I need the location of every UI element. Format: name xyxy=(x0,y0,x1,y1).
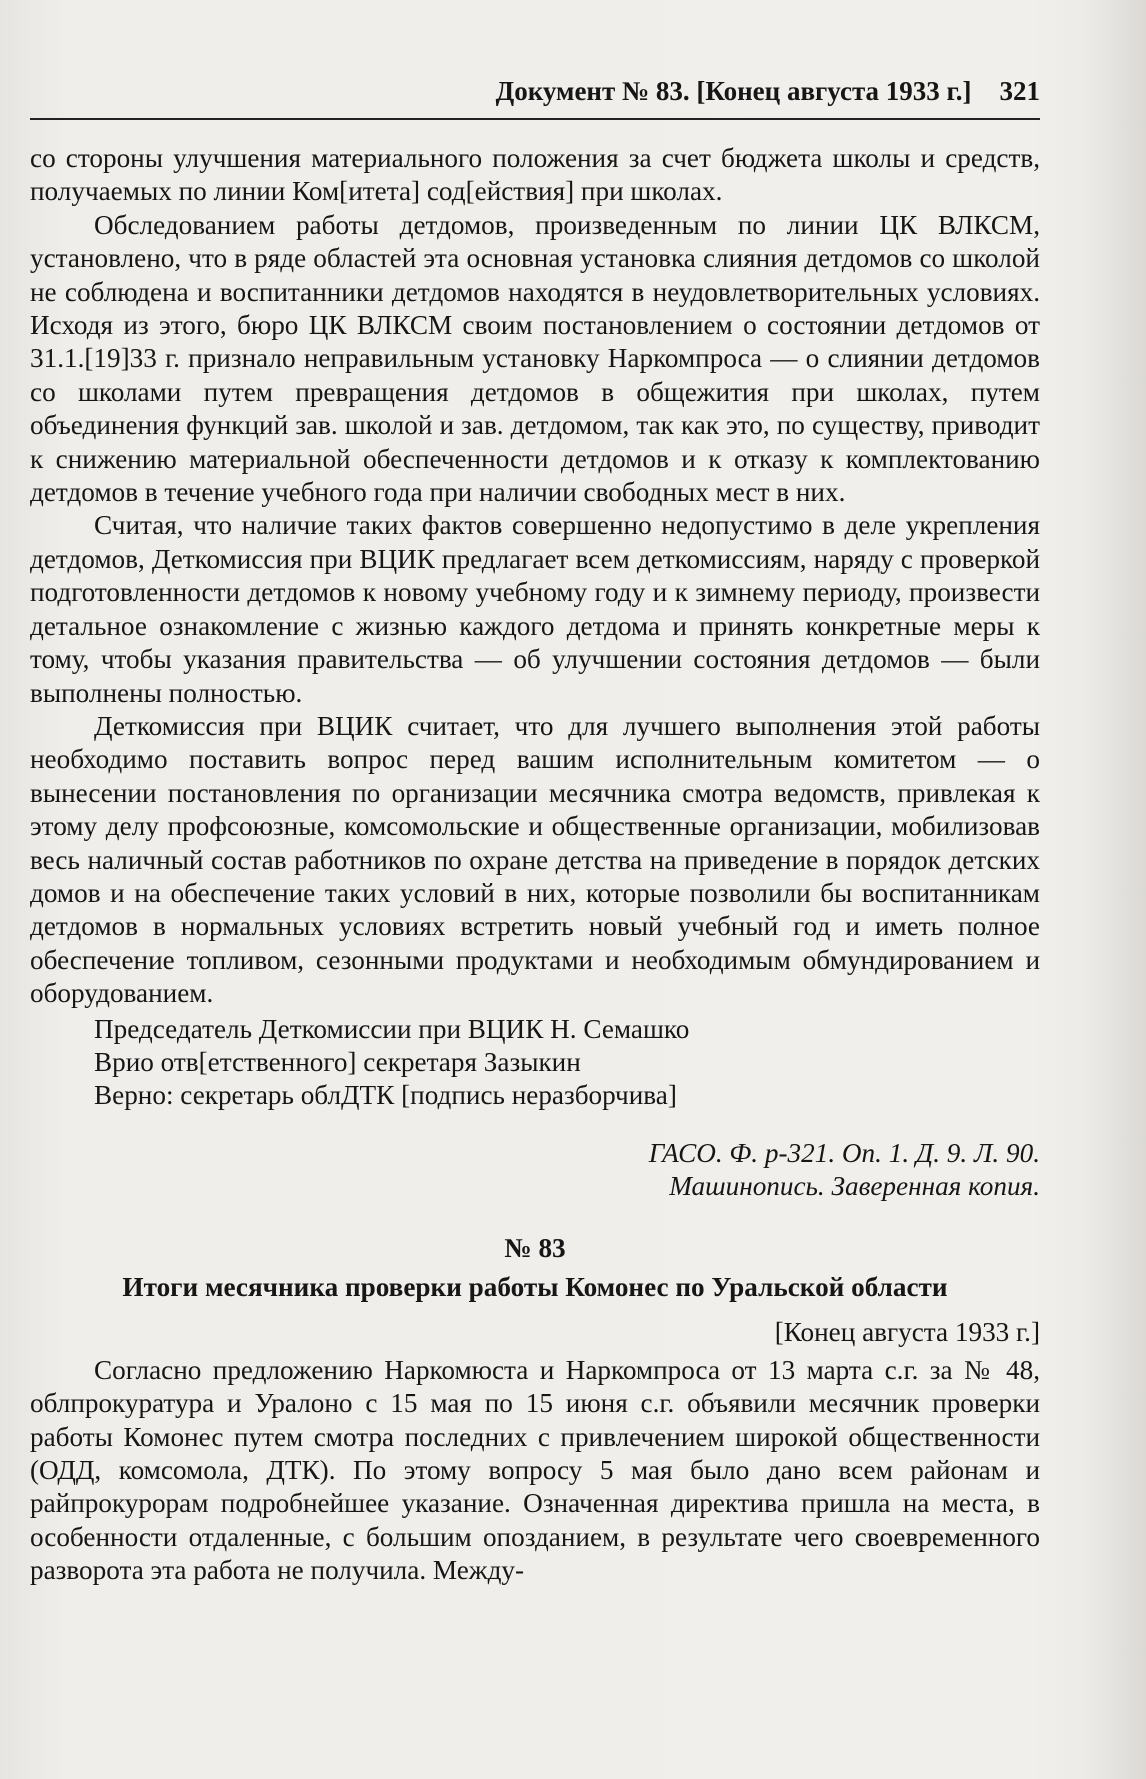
signature-line: Верно: секретарь облДТК [подпись неразборчива] xyxy=(94,1080,677,1111)
running-title: Документ № 83. [Конец августа 1933 г.] xyxy=(495,76,972,106)
paragraph: Обследованием работы детдомов, произведенным по линии ЦК ВЛКСМ, установлено, что в ряде областей эта основная установка слияния детдомов со школой не соблюдена и воспитанники детдомов находятся в неудовлетворительных условиях. Исходя из этого, бюро ЦК ВЛКСМ своим постановлением о состоянии детдомов от 31.1.[19]33 г. признало неправильным установку Наркомпроса — о слиянии детдомов со школами путем превращения детдомов в общежития при школах, путем объединения функций зав. школой и зав. детдомом, так как это, по существу, приводит к снижению материальной обеспеченности детдомов и к отказу к комплектованию детдомов в течение учебного года при наличии свободных мест в них. xyxy=(30,209,1040,508)
archive-note: Машинопись. Заверенная копия. xyxy=(669,1171,1040,1202)
paragraph: Согласно предложению Наркомюста и Наркомпроса от 13 марта с.г. за № 48, облпрокуратура и Уралоно с 15 мая по 15 июня с.г. объявили месячник проверки работы Комонес путем смотра последних с привлечением широкой общественности (ОДД, комсомола, ДТК). По этому вопросу 5 мая было дано всем районам и райпрокурорам подробнейшее указание. Означенная директива пришла на места, в особенности отдаленные, с большим опозданием, в результате чего своевременного разворота эта работа не получила. Между- xyxy=(30,1354,1040,1586)
paragraph-continuation: со стороны улучшения материального положения за счет бюджета школы и средств, получаемых по линии Ком[итета] сод[ействия] при школах. xyxy=(30,143,1040,207)
signature-line: Председатель Деткомиссии при ВЦИК Н. Семашко xyxy=(94,1013,690,1044)
document-number: № 83 xyxy=(504,1232,566,1263)
document-title: Итоги месячника проверки работы Комонес по Уральской области xyxy=(122,1272,948,1302)
document-date: [Конец августа 1933 г.] xyxy=(774,1317,1040,1348)
paragraph: Деткомиссия при ВЦИК считает, что для лучшего выполнения этой работы необходимо поставить вопрос перед вашим исполнительным комитетом — о вынесении постановления по организации месячника смотра ведомств, привлекая к этому делу профсоюзные, комсомольские и общественные организации, мобилизовав весь наличный состав работников по охране детства на приведение в порядок детских домов и на обеспечение таких условий в них, которые позволили бы воспитанникам детдомов в нормальных условиях встретить новый учебный год и иметь полное обеспечение топливом, сезонными продуктами и необходимым обмундированием и оборудованием. xyxy=(30,710,1040,1009)
signature-line: Врио отв[етственного] секретаря Зазыкин xyxy=(94,1046,581,1077)
paragraph: Считая, что наличие таких фактов совершенно недопустимо в деле укрепления детдомов, Деткомиссия при ВЦИК предлагает всем деткомиссиям, наряду с проверкой подготовленности детдомов к новому учебному году и к зимнему периоду, произвести детальное ознакомление с жизнью каждого детдома и принять конкретные меры к тому, чтобы указания правительства — об улучшении состояния детдомов — были выполнены полностью. xyxy=(30,510,1040,708)
page-number: 321 xyxy=(999,76,1040,106)
page-edge-shadow xyxy=(1086,0,1146,1779)
page-body xyxy=(30,142,1040,1588)
header-rule xyxy=(30,118,1040,120)
archive-reference: ГАСО. Ф. р-321. Оп. 1. Д. 9. Л. 90. xyxy=(648,1137,1040,1168)
running-header xyxy=(30,74,1040,108)
